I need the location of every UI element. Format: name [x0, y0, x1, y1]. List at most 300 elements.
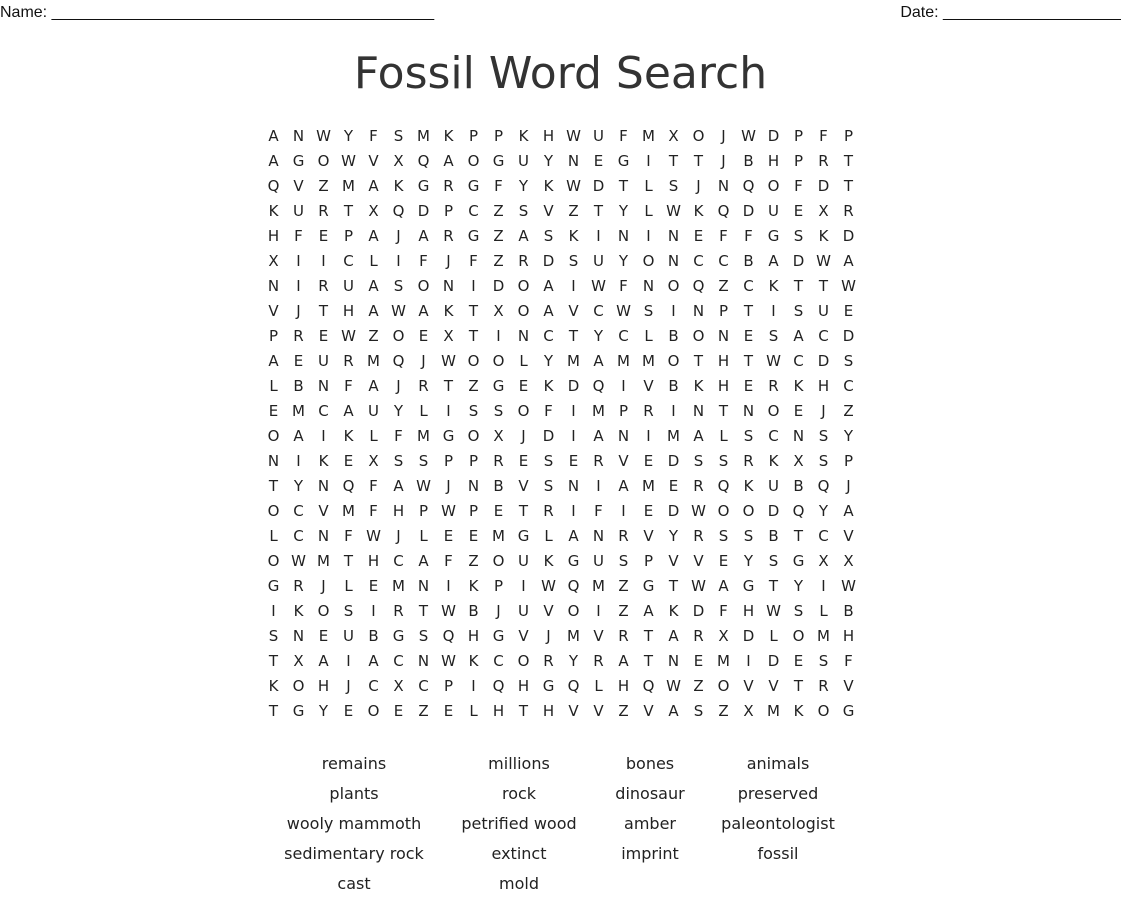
grid-letter: I: [646, 227, 651, 245]
grid-letter: B: [743, 252, 754, 270]
grid-letter: C: [793, 352, 804, 370]
grid-letter: N: [642, 277, 655, 295]
grid-letter: R: [693, 527, 704, 545]
grid-letter: J: [321, 577, 326, 595]
grid-letter: M: [642, 477, 655, 495]
grid-letter: N: [692, 402, 705, 420]
grid-letter: E: [318, 327, 329, 345]
word-list-item: mold: [499, 874, 539, 893]
grid-letter: E: [293, 352, 304, 370]
grid-letter: W: [591, 277, 606, 295]
grid-letter: R: [618, 527, 629, 545]
grid-letter: Q: [642, 677, 655, 695]
grid-letter: N: [292, 627, 305, 645]
grid-letter: N: [317, 477, 330, 495]
grid-letter: R: [443, 177, 454, 195]
grid-letter: Q: [742, 177, 755, 195]
grid-letter: T: [268, 702, 279, 720]
grid-letter: V: [843, 677, 854, 695]
grid-letter: V: [568, 702, 579, 720]
date-field-line: Date: ____________________: [900, 4, 1121, 21]
grid-letter: D: [692, 602, 705, 620]
grid-letter: C: [318, 402, 329, 420]
word-list-item: remains: [321, 754, 387, 773]
grid-letter: J: [396, 227, 401, 245]
grid-letter: X: [393, 152, 404, 170]
grid-letter: C: [843, 377, 854, 395]
grid-letter: U: [343, 277, 354, 295]
grid-letter: L: [644, 177, 653, 195]
grid-letter: H: [767, 152, 780, 170]
grid-letter: P: [618, 402, 629, 420]
grid-letter: S: [493, 402, 504, 420]
grid-letter: N: [692, 302, 705, 320]
grid-letter: T: [668, 152, 679, 170]
grid-letter: R: [618, 627, 629, 645]
grid-letter: C: [493, 652, 504, 670]
grid-letter: E: [793, 202, 804, 220]
grid-letter: Y: [343, 127, 354, 145]
page-title: Fossil Word Search: [353, 48, 768, 99]
grid-letter: V: [293, 177, 304, 195]
grid-letter: A: [268, 152, 279, 170]
grid-letter: O: [467, 427, 480, 445]
grid-letter: Y: [543, 152, 554, 170]
grid-letter: W: [441, 502, 456, 520]
grid-letter: Y: [518, 177, 529, 195]
grid-letter: N: [717, 327, 730, 345]
grid-letter: V: [368, 152, 379, 170]
grid-letter: O: [742, 502, 755, 520]
grid-letter: F: [544, 402, 553, 420]
grid-letter: Y: [618, 252, 629, 270]
grid-letter: L: [644, 202, 653, 220]
grid-letter: I: [596, 602, 601, 620]
grid-letter: A: [593, 427, 604, 445]
grid-letter: S: [793, 227, 804, 245]
grid-letter: Q: [417, 152, 430, 170]
grid-letter: S: [343, 602, 354, 620]
grid-letter: A: [318, 652, 329, 670]
grid-letter: Z: [568, 202, 579, 220]
grid-letter: R: [293, 577, 304, 595]
grid-letter: J: [346, 677, 351, 695]
grid-letter: J: [846, 477, 851, 495]
grid-letter: C: [293, 502, 304, 520]
grid-letter: Z: [368, 327, 379, 345]
grid-letter: N: [417, 577, 430, 595]
grid-letter: D: [817, 352, 830, 370]
grid-letter: M: [417, 427, 430, 445]
grid-letter: L: [519, 352, 528, 370]
grid-letter: H: [392, 502, 405, 520]
grid-letter: D: [542, 427, 555, 445]
grid-letter: U: [293, 202, 304, 220]
grid-letter: O: [667, 352, 680, 370]
grid-letter: S: [743, 527, 754, 545]
grid-letter: Q: [717, 477, 730, 495]
grid-letter: N: [617, 227, 630, 245]
grid-letter: A: [618, 652, 629, 670]
grid-letter: Z: [318, 177, 329, 195]
grid-letter: I: [746, 652, 751, 670]
word-list-item: preserved: [737, 784, 819, 803]
grid-letter: S: [418, 627, 429, 645]
grid-letter: M: [642, 127, 655, 145]
grid-letter: E: [743, 377, 754, 395]
grid-letter: D: [817, 177, 830, 195]
grid-letter: F: [369, 127, 378, 145]
grid-letter: U: [818, 302, 829, 320]
grid-letter: Q: [592, 377, 605, 395]
grid-letter: C: [693, 252, 704, 270]
grid-letter: Z: [718, 277, 729, 295]
grid-letter: J: [546, 627, 551, 645]
grid-letter: W: [841, 577, 856, 595]
grid-letter: R: [693, 477, 704, 495]
grid-letter: R: [543, 502, 554, 520]
grid-letter: H: [842, 627, 855, 645]
grid-letter: I: [321, 427, 326, 445]
grid-letter: D: [842, 327, 855, 345]
grid-letter: M: [342, 177, 355, 195]
word-list-item: plants: [329, 784, 379, 803]
grid-letter: F: [294, 227, 303, 245]
grid-letter: O: [767, 177, 780, 195]
grid-letter: A: [343, 402, 354, 420]
grid-letter: T: [518, 702, 529, 720]
grid-letter: T: [768, 577, 779, 595]
grid-letter: E: [568, 452, 579, 470]
grid-letter: O: [517, 652, 530, 670]
grid-letter: B: [793, 477, 804, 495]
grid-letter: V: [593, 702, 604, 720]
grid-letter: S: [393, 127, 404, 145]
grid-letter: O: [392, 327, 405, 345]
grid-letter: P: [468, 502, 479, 520]
grid-letter: E: [593, 152, 604, 170]
grid-letter: K: [543, 552, 554, 570]
grid-letter: A: [368, 227, 379, 245]
grid-letter: Q: [567, 577, 580, 595]
grid-letter: W: [366, 527, 381, 545]
grid-letter: Q: [442, 627, 455, 645]
grid-letter: E: [693, 227, 704, 245]
grid-letter: W: [316, 127, 331, 145]
grid-letter: J: [396, 377, 401, 395]
grid-letter: M: [617, 352, 630, 370]
grid-letter: Z: [618, 577, 629, 595]
grid-letter: G: [567, 552, 580, 570]
grid-letter: T: [843, 152, 854, 170]
grid-letter: L: [269, 527, 278, 545]
grid-letter: W: [741, 127, 756, 145]
grid-letter: Y: [668, 527, 679, 545]
grid-letter: K: [518, 127, 529, 145]
grid-letter: O: [417, 277, 430, 295]
grid-letter: K: [743, 477, 754, 495]
grid-letter: F: [469, 252, 478, 270]
grid-letter: G: [267, 577, 280, 595]
grid-letter: Q: [567, 677, 580, 695]
grid-letter: I: [671, 302, 676, 320]
grid-letter: I: [571, 427, 576, 445]
grid-letter: S: [818, 427, 829, 445]
grid-letter: W: [566, 127, 581, 145]
grid-letter: Y: [293, 477, 304, 495]
grid-letter: W: [766, 602, 781, 620]
grid-letter: T: [268, 477, 279, 495]
grid-letter: R: [818, 677, 829, 695]
grid-letter: C: [593, 302, 604, 320]
grid-letter: S: [468, 402, 479, 420]
grid-letter: N: [617, 427, 630, 445]
grid-letter: R: [418, 377, 429, 395]
grid-letter: E: [843, 302, 854, 320]
grid-letter: I: [596, 477, 601, 495]
grid-letter: K: [443, 127, 454, 145]
grid-letter: A: [593, 352, 604, 370]
grid-letter: N: [667, 227, 680, 245]
grid-letter: M: [667, 427, 680, 445]
word-list-item: sedimentary rock: [284, 844, 424, 863]
grid-letter: T: [693, 352, 704, 370]
grid-letter: T: [743, 352, 754, 370]
grid-letter: P: [418, 502, 429, 520]
grid-letter: H: [342, 302, 355, 320]
grid-letter: S: [768, 552, 779, 570]
grid-letter: D: [792, 252, 805, 270]
grid-letter: Y: [843, 427, 854, 445]
grid-letter: X: [493, 427, 504, 445]
grid-letter: K: [668, 602, 679, 620]
grid-letter: W: [291, 552, 306, 570]
grid-letter: K: [568, 227, 579, 245]
grid-letter: S: [393, 452, 404, 470]
grid-letter: Z: [493, 252, 504, 270]
grid-letter: V: [543, 202, 554, 220]
grid-letter: G: [542, 677, 555, 695]
grid-letter: F: [344, 377, 353, 395]
grid-letter: Z: [618, 702, 629, 720]
grid-letter: T: [268, 652, 279, 670]
grid-letter: O: [717, 502, 730, 520]
grid-letter: E: [393, 702, 404, 720]
grid-letter: P: [443, 452, 454, 470]
grid-letter: K: [793, 702, 804, 720]
grid-letter: U: [768, 202, 779, 220]
grid-letter: N: [467, 477, 480, 495]
grid-letter: X: [443, 327, 454, 345]
grid-letter: Z: [843, 402, 854, 420]
grid-letter: A: [668, 702, 679, 720]
grid-letter: G: [417, 177, 430, 195]
grid-letter: X: [743, 702, 754, 720]
grid-letter: C: [293, 527, 304, 545]
grid-letter: K: [393, 177, 404, 195]
grid-letter: E: [443, 527, 454, 545]
grid-letter: K: [293, 602, 304, 620]
grid-letter: Y: [618, 202, 629, 220]
grid-letter: N: [317, 377, 330, 395]
grid-letter: T: [318, 302, 329, 320]
grid-letter: N: [267, 452, 280, 470]
grid-letter: I: [571, 502, 576, 520]
grid-letter: L: [419, 527, 428, 545]
grid-letter: J: [421, 352, 426, 370]
grid-letter: U: [518, 552, 529, 570]
grid-letter: Z: [718, 702, 729, 720]
grid-letter: I: [521, 577, 526, 595]
grid-letter: A: [843, 502, 854, 520]
grid-letter: G: [642, 577, 655, 595]
grid-letter: I: [821, 577, 826, 595]
grid-letter: S: [693, 702, 704, 720]
grid-letter: U: [768, 477, 779, 495]
grid-letter: S: [743, 427, 754, 445]
grid-letter: C: [618, 327, 629, 345]
grid-letter: O: [267, 552, 280, 570]
grid-letter: I: [296, 452, 301, 470]
grid-letter: R: [518, 252, 529, 270]
grid-letter: J: [721, 127, 726, 145]
grid-letter: W: [566, 177, 581, 195]
grid-letter: M: [342, 502, 355, 520]
grid-letter: L: [769, 627, 778, 645]
word-list-item: imprint: [621, 844, 679, 863]
grid-letter: T: [718, 402, 729, 420]
grid-letter: C: [743, 277, 754, 295]
grid-letter: A: [268, 352, 279, 370]
grid-letter: O: [567, 602, 580, 620]
grid-letter: I: [346, 652, 351, 670]
grid-letter: U: [518, 152, 529, 170]
grid-letter: U: [343, 627, 354, 645]
grid-letter: N: [742, 402, 755, 420]
word-list-item: amber: [624, 814, 676, 833]
grid-letter: O: [267, 427, 280, 445]
grid-letter: R: [818, 152, 829, 170]
grid-letter: A: [418, 552, 429, 570]
grid-letter: Q: [792, 502, 805, 520]
grid-letter: O: [467, 352, 480, 370]
grid-letter: K: [693, 377, 704, 395]
grid-letter: K: [468, 577, 479, 595]
grid-letter: H: [267, 227, 280, 245]
grid-letter: M: [717, 652, 730, 670]
grid-letter: Y: [393, 402, 404, 420]
grid-letter: T: [343, 202, 354, 220]
grid-letter: G: [467, 177, 480, 195]
grid-letter: H: [367, 552, 380, 570]
grid-letter: A: [768, 252, 779, 270]
grid-letter: Y: [743, 552, 754, 570]
grid-letter: S: [818, 452, 829, 470]
grid-letter: C: [418, 677, 429, 695]
grid-letter: V: [743, 677, 754, 695]
grid-letter: V: [518, 627, 529, 645]
grid-letter: T: [643, 627, 654, 645]
grid-letter: F: [594, 502, 603, 520]
grid-letter: T: [793, 527, 804, 545]
grid-letter: Z: [618, 602, 629, 620]
grid-letter: E: [693, 652, 704, 670]
grid-letter: T: [518, 502, 529, 520]
grid-letter: V: [543, 602, 554, 620]
grid-letter: M: [567, 627, 580, 645]
grid-letter: O: [667, 277, 680, 295]
grid-letter: E: [318, 227, 329, 245]
grid-letter: Q: [267, 177, 280, 195]
grid-letter: P: [468, 452, 479, 470]
grid-letter: V: [643, 527, 654, 545]
grid-letter: A: [643, 602, 654, 620]
grid-letter: Y: [818, 502, 829, 520]
grid-letter: V: [768, 677, 779, 695]
grid-letter: E: [343, 452, 354, 470]
grid-letter: F: [819, 127, 828, 145]
grid-letter: I: [571, 277, 576, 295]
grid-letter: C: [818, 327, 829, 345]
grid-letter: W: [341, 327, 356, 345]
grid-letter: T: [468, 327, 479, 345]
grid-letter: V: [593, 627, 604, 645]
grid-letter: S: [768, 327, 779, 345]
grid-letter: I: [571, 402, 576, 420]
word-list-item: rock: [501, 784, 537, 803]
grid-letter: D: [667, 502, 680, 520]
grid-letter: Y: [568, 652, 579, 670]
grid-letter: H: [742, 602, 755, 620]
grid-letter: N: [667, 652, 680, 670]
grid-letter: X: [718, 627, 729, 645]
grid-letter: N: [267, 277, 280, 295]
grid-letter: M: [817, 627, 830, 645]
grid-letter: Q: [817, 477, 830, 495]
grid-letter: A: [368, 302, 379, 320]
grid-letter: P: [443, 677, 454, 695]
grid-letter: R: [643, 402, 654, 420]
grid-letter: N: [517, 327, 530, 345]
grid-letter: W: [441, 602, 456, 620]
grid-letter: K: [468, 652, 479, 670]
grid-letter: E: [493, 502, 504, 520]
grid-letter: K: [268, 202, 279, 220]
grid-letter: V: [618, 452, 629, 470]
grid-letter: X: [493, 302, 504, 320]
grid-letter: C: [718, 252, 729, 270]
grid-letter: W: [341, 152, 356, 170]
grid-letter: K: [443, 302, 454, 320]
grid-letter: M: [417, 127, 430, 145]
grid-letter: G: [767, 227, 780, 245]
grid-letter: G: [617, 152, 630, 170]
grid-letter: R: [543, 652, 554, 670]
grid-letter: H: [317, 677, 330, 695]
grid-letter: N: [442, 277, 455, 295]
grid-letter: H: [717, 352, 730, 370]
grid-letter: A: [668, 627, 679, 645]
grid-letter: H: [492, 702, 505, 720]
grid-letter: K: [343, 427, 354, 445]
grid-letter: B: [293, 377, 304, 395]
grid-letter: J: [396, 527, 401, 545]
grid-letter: I: [596, 227, 601, 245]
grid-letter: P: [493, 577, 504, 595]
grid-letter: B: [843, 602, 854, 620]
grid-letter: O: [467, 152, 480, 170]
grid-letter: N: [667, 252, 680, 270]
